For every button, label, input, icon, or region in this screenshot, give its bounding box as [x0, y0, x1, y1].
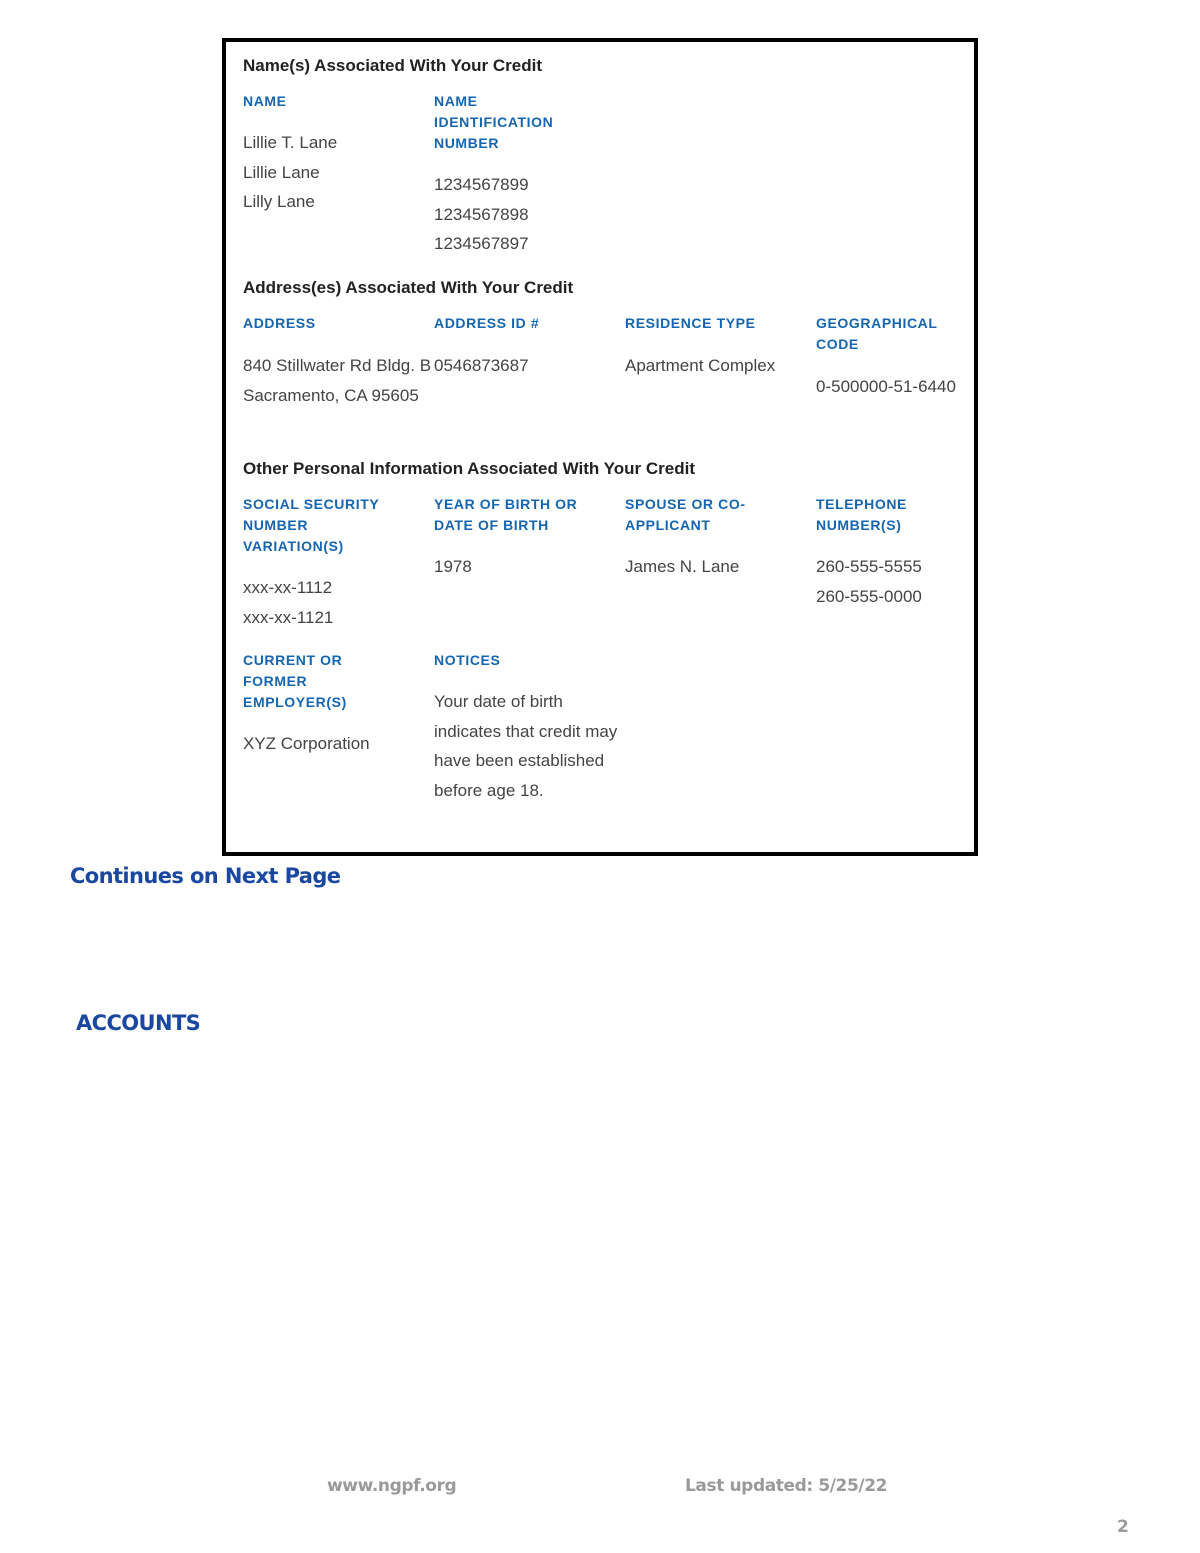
- name-id-list: [434, 170, 619, 259]
- name-item: Lillie Lane: [243, 162, 320, 182]
- geo-code-value: 0-500000-51-6440: [816, 377, 956, 396]
- notices-header: NOTICES: [434, 652, 501, 668]
- footer-website: www.ngpf.org: [327, 1476, 457, 1496]
- employer-value: XYZ Corporation: [243, 734, 370, 753]
- credit-report-box: [222, 38, 978, 856]
- names-section-title: Name(s) Associated With Your Credit: [243, 56, 542, 75]
- name-id-item: 1234567899: [434, 175, 529, 194]
- names-list: [243, 128, 428, 217]
- address-header: ADDRESS: [243, 315, 316, 331]
- ssn-header: SOCIAL SECURITY NUMBER VARIATION(S): [243, 496, 380, 554]
- page-number: 2: [1117, 1517, 1129, 1537]
- notice-value: Your date of birth indicates that credit may have been established before age 18.: [434, 692, 618, 800]
- address-section-title: Address(es) Associated With Your Credit: [243, 278, 574, 297]
- telephone-header: TELEPHONE NUMBER(S): [816, 496, 907, 533]
- spouse-header: SPOUSE OR CO-APPLICANT: [625, 496, 746, 533]
- name-id-item: 1234567898: [434, 204, 529, 224]
- name-id-header: NAME IDENTIFICATION NUMBER: [434, 93, 554, 151]
- birth-value: 1978: [434, 557, 472, 576]
- address-line: 840 Stillwater Rd Bldg. B: [243, 356, 432, 375]
- name-id-item: 1234567897: [434, 234, 529, 253]
- address-value: [243, 351, 433, 410]
- ssn-item: xxx-xx-1121: [243, 607, 334, 627]
- residence-type-value: Apartment Complex: [625, 356, 776, 375]
- address-id-value: 0546873687: [434, 356, 529, 375]
- continues-on-next-page: Continues on Next Page: [70, 864, 341, 888]
- name-header: NAME: [243, 93, 287, 109]
- other-section-title: Other Personal Information Associated With Your Credit: [243, 459, 695, 478]
- phone-item: 260-555-0000: [816, 586, 922, 606]
- ssn-list: [243, 573, 428, 632]
- address-line: Sacramento, CA 95605: [243, 385, 419, 405]
- spouse-value: James N. Lane: [625, 557, 740, 576]
- address-id-header: ADDRESS ID #: [434, 315, 540, 331]
- name-item: Lilly Lane: [243, 192, 315, 211]
- employer-header: CURRENT OR FORMER EMPLOYER(S): [243, 652, 347, 710]
- phone-item: 260-555-5555: [816, 557, 922, 576]
- birth-header: YEAR OF BIRTH OR DATE OF BIRTH: [434, 496, 578, 533]
- ssn-item: xxx-xx-1112: [243, 578, 333, 597]
- phone-list: [816, 552, 972, 611]
- name-item: Lillie T. Lane: [243, 133, 338, 152]
- residence-type-header: RESIDENCE TYPE: [625, 315, 756, 331]
- accounts-heading: ACCOUNTS: [76, 1011, 201, 1035]
- footer-last-updated: Last updated: 5/25/22: [685, 1476, 888, 1496]
- geo-code-header: GEOGRAPHICAL CODE: [816, 315, 938, 352]
